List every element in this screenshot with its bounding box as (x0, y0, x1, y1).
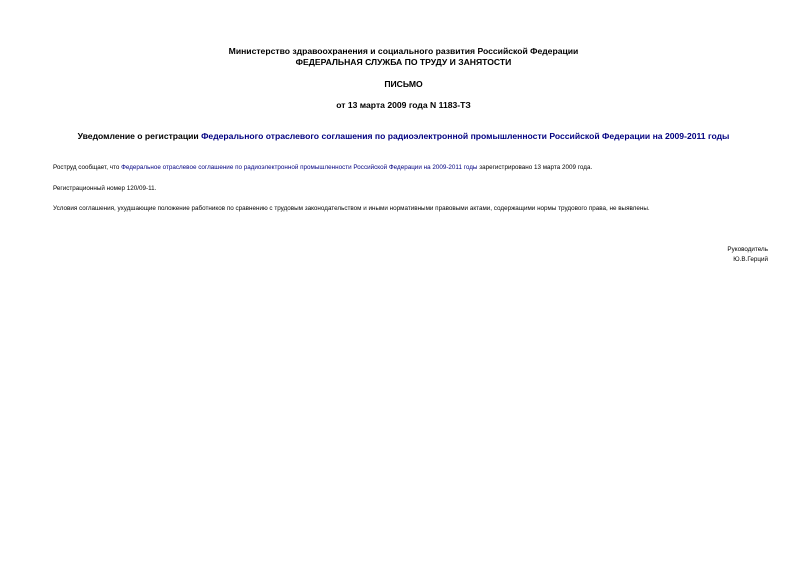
service-name: ФЕДЕРАЛЬНАЯ СЛУЖБА ПО ТРУДУ И ЗАНЯТОСТИ (295, 57, 512, 67)
paragraph-registration (53, 163, 592, 172)
title-prefix: Уведомление о регистрации (77, 131, 202, 141)
document-title (0, 131, 807, 142)
ministry-name: Министерство здравоохранения и социального развития Российской Федерации (228, 46, 579, 56)
signature-name: Ю.В.Герций (733, 256, 768, 263)
paragraph-registration-number: Регистрационный номер 120/09-11. (53, 185, 157, 192)
p1-before: Роструд сообщает, что (53, 164, 122, 171)
p1-after: зарегистрировано 13 марта 2009 года. (477, 164, 593, 171)
document-date: от 13 марта 2009 года N 1183-ТЗ (336, 100, 471, 110)
agreement-link[interactable]: Федеральное отраслевое соглашение по радиоэлектронной промышленности Российской Федерации на 2009-2011 годы (121, 164, 478, 171)
paragraph-conditions: Условия соглашения, ухудшающие положение работников по сравнению с трудовым законодательством и иными нормативными правовыми актами, содержащими нормы трудового права, не выявлены. (53, 205, 650, 212)
title-agreement-link[interactable]: Федерального отраслевого соглашения по радиоэлектронной промышленности Российской Федерации на 2009-2011 годы (201, 131, 730, 141)
document-type: ПИСЬМО (384, 79, 423, 89)
signature-position: Руководитель (727, 246, 768, 253)
